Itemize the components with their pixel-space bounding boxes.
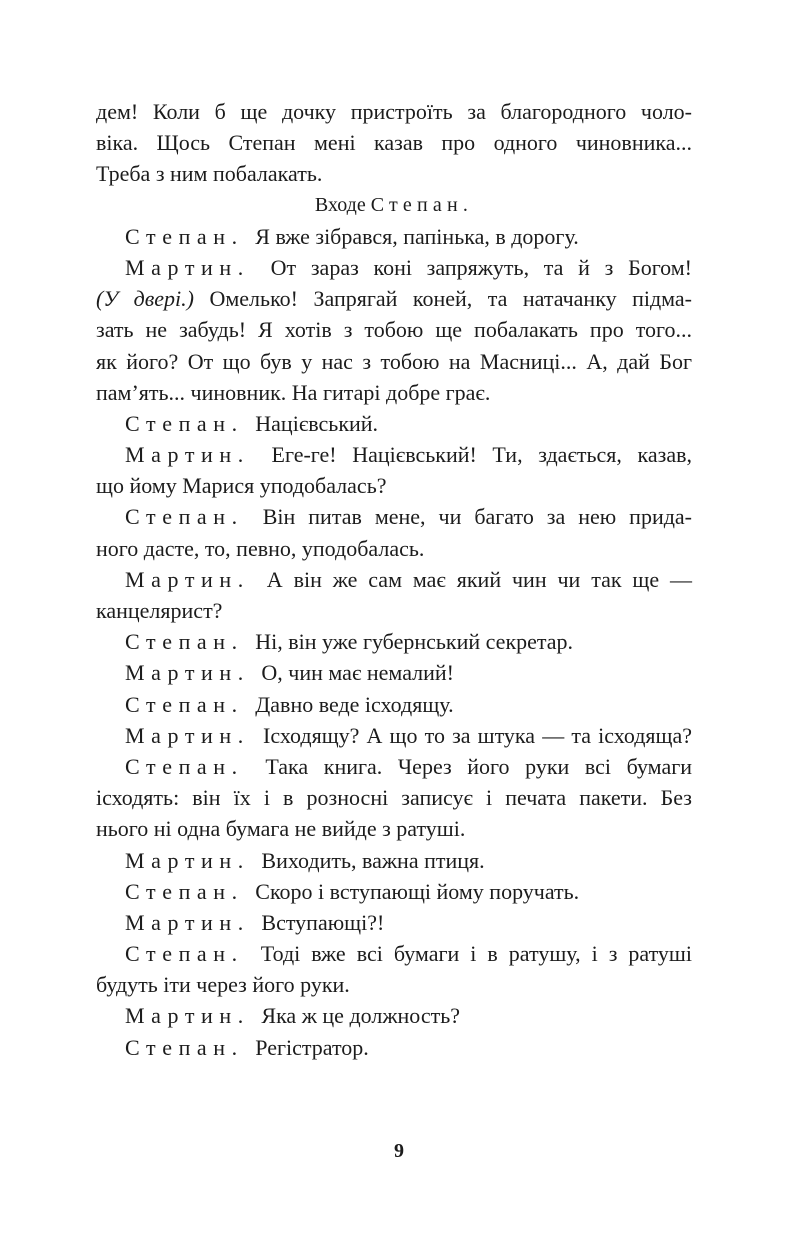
dialogue-text: ного дасте, то, певно, уподобалась. (96, 535, 425, 561)
dialogue-text: Яка ж це должность? (261, 1003, 461, 1029)
speaker-name: Степан. (125, 410, 244, 436)
text-line (96, 158, 692, 189)
dialogue-line (96, 751, 692, 782)
dialogue-line (96, 813, 692, 844)
dialogue-line (96, 720, 692, 751)
dialogue-text: Виходить, важна птиця. (261, 847, 485, 873)
dialogue-line (96, 439, 692, 470)
dialogue-text: От зараз коні запряжуть, та й з Богом! (270, 254, 693, 280)
dialogue-line (96, 470, 692, 501)
dialogue-text: зать не забудь! Я хотів з тобою ще побалакать про того... (96, 317, 692, 343)
speaker-name: Мартин. (125, 722, 250, 748)
dialogue-line (96, 907, 692, 938)
speaker-name: Мартин. (125, 909, 250, 935)
dialogue-text: нього ні одна бумага не вийде з ратуші. (96, 816, 466, 842)
speaker-name: Мартин. (125, 847, 250, 873)
dialogue-text: Я вже зібрався, папінька, в дорогу. (255, 223, 579, 249)
dialogue-line (96, 938, 692, 969)
dialogue-text: як його? От що був у нас з тобою на Масниці... А, дай Бог (96, 348, 692, 374)
dialogue-text: Така книга. Через його руки всі бумаги (265, 753, 693, 779)
stage-direction-name: Степан. (370, 193, 474, 216)
dialogue-text: Ісходящу? А що то за штука — та ісходяща? (263, 722, 693, 748)
text-line-content: віка. Щось Степан мені казав про одного чиновника... (96, 130, 692, 156)
speaker-name: Мартин. (125, 566, 250, 592)
dialogue-line (96, 876, 692, 907)
text-line-content: Треба з ним побалакать. (96, 161, 323, 187)
dialogue-text: Тоді вже всі бумаги і в ратушу, і з ратуші (260, 941, 692, 967)
dialogue-text: будуть іти через його руки. (96, 972, 350, 998)
dialogue-line (96, 408, 692, 439)
speaker-name: Степан. (125, 223, 244, 249)
dialogue-line (96, 314, 692, 345)
speaker-name: Мартин. (125, 254, 250, 280)
stage-direction (96, 190, 692, 221)
page-number: 9 (394, 1140, 404, 1162)
dialogue-line (96, 377, 692, 408)
dialogue-text: що йому Марися уподобалась? (96, 473, 387, 499)
stage-direction-inline: (У двері.) (96, 286, 194, 312)
dialogue-line (96, 533, 692, 564)
speaker-name: Степан. (125, 504, 244, 530)
dialogue-line (96, 689, 692, 720)
dialogue-text: Вступающі?! (261, 909, 385, 935)
dialogue-text: Скоро і вступающі йому поручать. (255, 878, 580, 904)
page-body (96, 96, 692, 1063)
speaker-name: Степан. (125, 753, 244, 779)
speaker-name: Степан. (125, 941, 244, 967)
speaker-name: Степан. (125, 629, 244, 655)
text-line-content: дем! Коли б ще дочку пристроїть за благородного чоло- (96, 99, 692, 124)
text-line (96, 96, 692, 127)
dialogue-text: О, чин має немалий! (261, 660, 455, 686)
dialogue-text: Ні, він уже губернський секретар. (255, 629, 574, 655)
dialogue-text: Він питав мене, чи багато за нею прида- (262, 504, 692, 530)
dialogue-text: Еге-ге! Націєвський! Ти, здається, казав, (271, 442, 692, 468)
dialogue-text: пам’ять... чиновник. На гитарі добре грає. (96, 379, 491, 405)
dialogue-line (96, 969, 692, 1000)
dialogue-text: Давно веде ісходящу. (255, 691, 454, 717)
dialogue-line (96, 252, 692, 283)
dialogue-text: А він же сам має який чин чи так ще — (266, 566, 692, 592)
dialogue-line (96, 657, 692, 688)
dialogue-line (96, 283, 692, 314)
dialogue-line (96, 845, 692, 876)
speaker-name: Степан. (125, 1034, 244, 1060)
dialogue-line (96, 501, 692, 532)
dialogue-text: ісходять: він їх і в розносні записує і печата пакети. Без (96, 785, 692, 811)
dialogue-text: канцелярист? (96, 598, 223, 623)
speaker-name: Степан. (125, 878, 244, 904)
dialogue-line (96, 221, 692, 252)
speaker-name: Мартин. (125, 442, 250, 468)
dialogue-text: Націєвський. (255, 410, 379, 436)
dialogue-line (96, 595, 692, 626)
speaker-name: Мартин. (125, 1003, 250, 1029)
dialogue-line (96, 1000, 692, 1031)
dialogue-line (96, 782, 692, 813)
text-line (96, 127, 692, 158)
dialogue-text: Омелько! Запрягай коней, та натачанку підма- (209, 286, 693, 312)
stage-direction-word: Входе (314, 193, 366, 216)
dialogue-line (96, 626, 692, 657)
speaker-name: Мартин. (125, 660, 250, 686)
dialogue-line (96, 564, 692, 595)
dialogue-line (96, 346, 692, 377)
dialogue-line (96, 1032, 692, 1063)
dialogue-text: Регістратор. (255, 1034, 369, 1060)
speaker-name: Степан. (125, 691, 244, 717)
